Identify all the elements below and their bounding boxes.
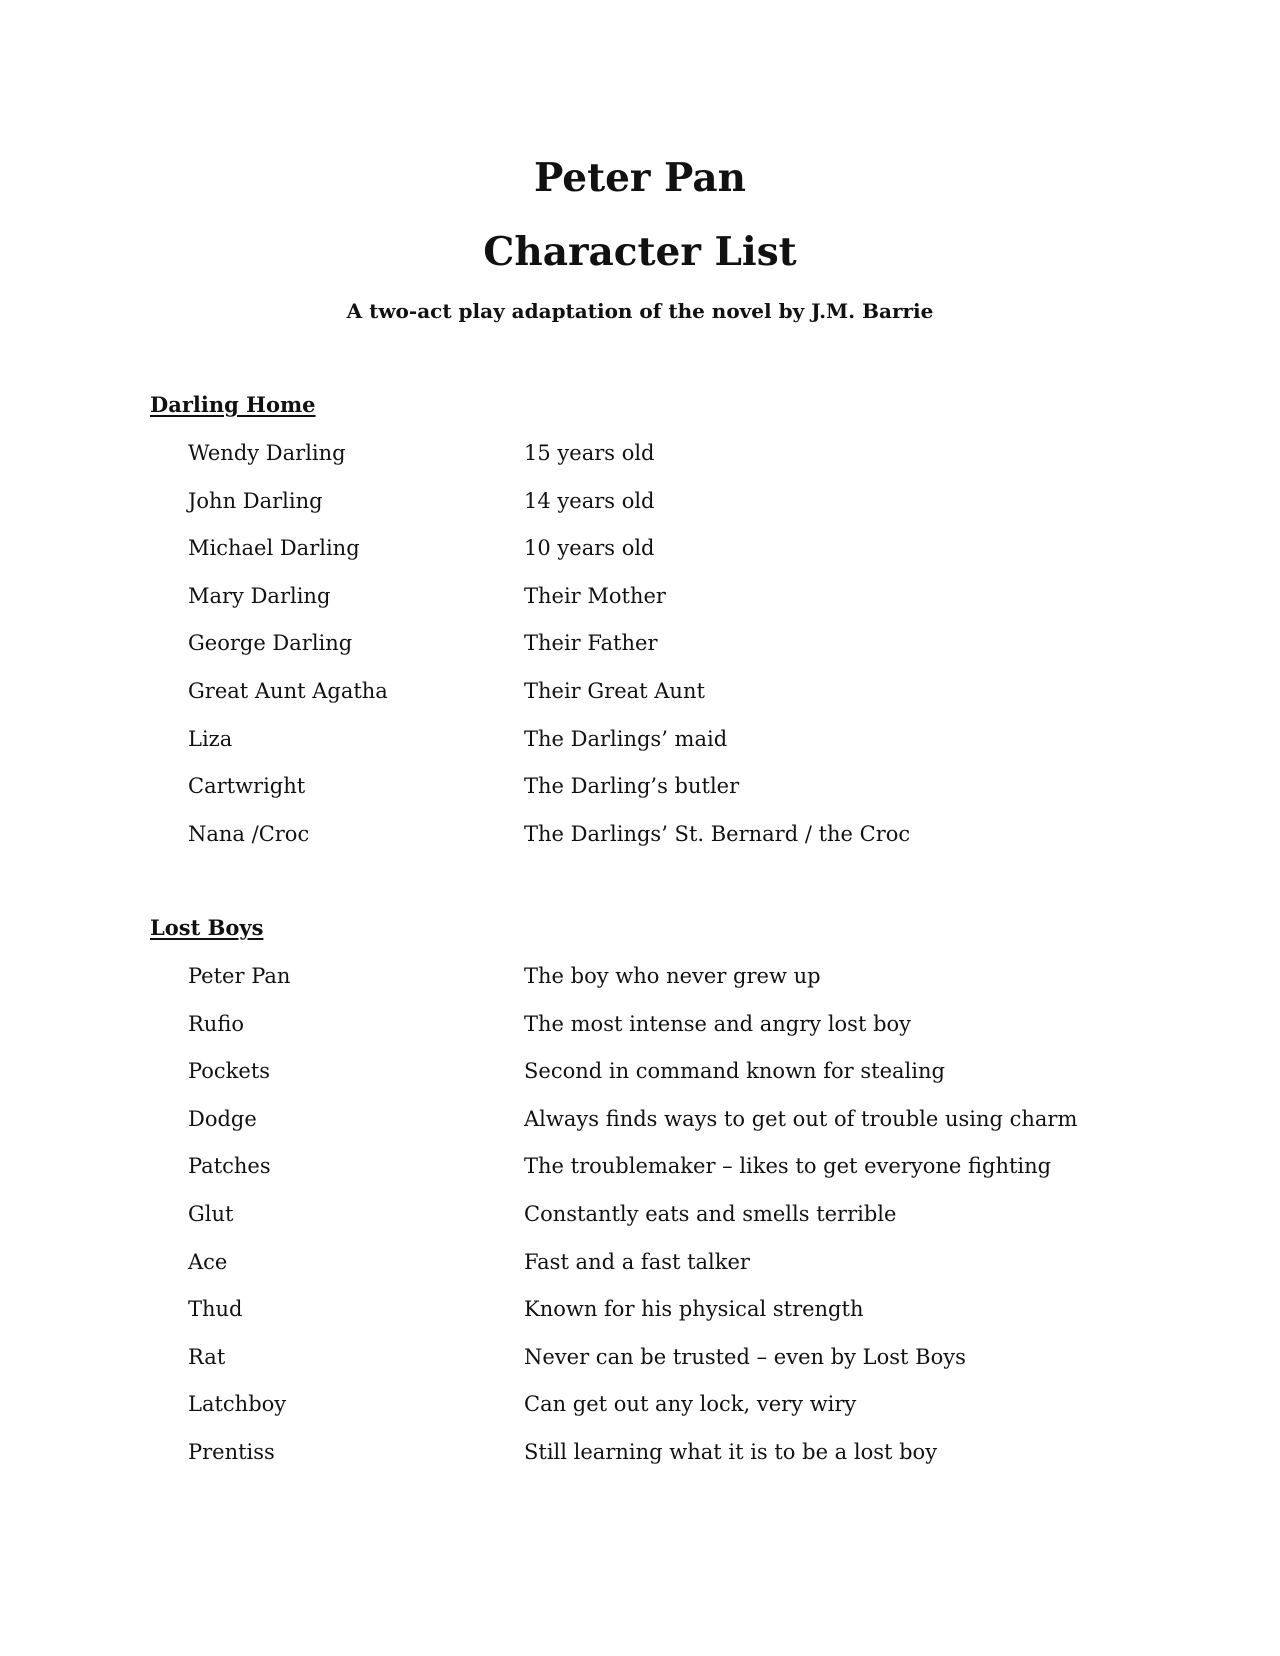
character-row bbox=[150, 1389, 1150, 1437]
section-darling-home bbox=[150, 390, 1150, 866]
character-description: Their Great Aunt bbox=[524, 678, 705, 703]
character-description: Always finds ways to get out of trouble using charm bbox=[524, 1106, 1078, 1131]
character-description: Never can be trusted – even by Lost Boys bbox=[524, 1344, 966, 1369]
character-description: Fast and a fast talker bbox=[524, 1249, 750, 1274]
character-description: 15 years old bbox=[524, 441, 655, 465]
document-title: Peter Pan bbox=[534, 155, 746, 201]
character-description: The Darling’s butler bbox=[524, 774, 740, 799]
character-row bbox=[150, 1342, 1150, 1390]
character-name: Cartwright bbox=[188, 774, 306, 799]
character-description: Known for his physical strength bbox=[524, 1297, 864, 1322]
character-description: Their Mother bbox=[524, 583, 666, 608]
character-name: Ace bbox=[188, 1249, 228, 1274]
character-name: Prentiss bbox=[188, 1439, 275, 1464]
document-title-secondary: Character List bbox=[483, 229, 797, 275]
character-description: The troublemaker – likes to get everyone fighting bbox=[524, 1154, 1052, 1179]
character-name: George Darling bbox=[188, 631, 353, 656]
document-subtitle: A two-act play adaptation of the novel by J.M. Barrie bbox=[346, 299, 934, 323]
character-description: Can get out any lock, very wiry bbox=[524, 1392, 857, 1417]
character-row bbox=[150, 438, 1150, 486]
character-description: The Darlings’ maid bbox=[524, 726, 728, 751]
character-name: Latchboy bbox=[188, 1392, 287, 1417]
character-row bbox=[150, 581, 1150, 629]
character-row bbox=[150, 1056, 1150, 1104]
character-row bbox=[150, 1104, 1150, 1152]
character-row bbox=[150, 1151, 1150, 1199]
character-name: Great Aunt Agatha bbox=[188, 678, 388, 703]
character-name: Peter Pan bbox=[188, 964, 291, 988]
character-list bbox=[150, 438, 1150, 866]
character-name: Rat bbox=[188, 1344, 226, 1369]
character-list bbox=[150, 961, 1150, 1485]
character-name: Patches bbox=[188, 1154, 271, 1179]
character-description: Constantly eats and smells terrible bbox=[524, 1201, 897, 1226]
character-row bbox=[150, 961, 1150, 1009]
character-name: Mary Darling bbox=[188, 583, 331, 608]
character-description: The Darlings’ St. Bernard / the Croc bbox=[524, 821, 911, 846]
character-description: 10 years old bbox=[524, 536, 655, 561]
character-description: The boy who never grew up bbox=[524, 964, 821, 988]
character-row bbox=[150, 724, 1150, 772]
character-row bbox=[150, 676, 1150, 724]
character-row bbox=[150, 771, 1150, 819]
character-row bbox=[150, 1247, 1150, 1295]
character-row bbox=[150, 819, 1150, 867]
character-row bbox=[150, 1199, 1150, 1247]
character-name: Michael Darling bbox=[188, 536, 360, 561]
character-description: The most intense and angry lost boy bbox=[524, 1011, 912, 1036]
character-description: Their Father bbox=[524, 631, 658, 656]
character-name: Pockets bbox=[188, 1059, 271, 1084]
character-name: Liza bbox=[188, 726, 233, 751]
character-description: Still learning what it is to be a lost boy bbox=[524, 1439, 938, 1464]
character-description: Second in command known for stealing bbox=[524, 1059, 945, 1084]
section-heading: Lost Boys bbox=[150, 915, 264, 940]
character-name: Glut bbox=[188, 1201, 234, 1226]
character-row bbox=[150, 1294, 1150, 1342]
character-name: John Darling bbox=[188, 488, 323, 513]
character-name: Rufio bbox=[188, 1011, 244, 1036]
character-name: Nana /Croc bbox=[188, 821, 310, 846]
section-heading: Darling Home bbox=[150, 392, 316, 417]
character-name: Wendy Darling bbox=[188, 441, 346, 465]
section-lost-boys bbox=[150, 913, 1150, 1485]
character-row bbox=[150, 1009, 1150, 1057]
character-row bbox=[150, 533, 1150, 581]
character-row bbox=[150, 1437, 1150, 1485]
character-description: 14 years old bbox=[524, 488, 655, 513]
character-row bbox=[150, 628, 1150, 676]
character-name: Dodge bbox=[188, 1106, 257, 1131]
character-name: Thud bbox=[188, 1297, 243, 1322]
character-row bbox=[150, 486, 1150, 534]
